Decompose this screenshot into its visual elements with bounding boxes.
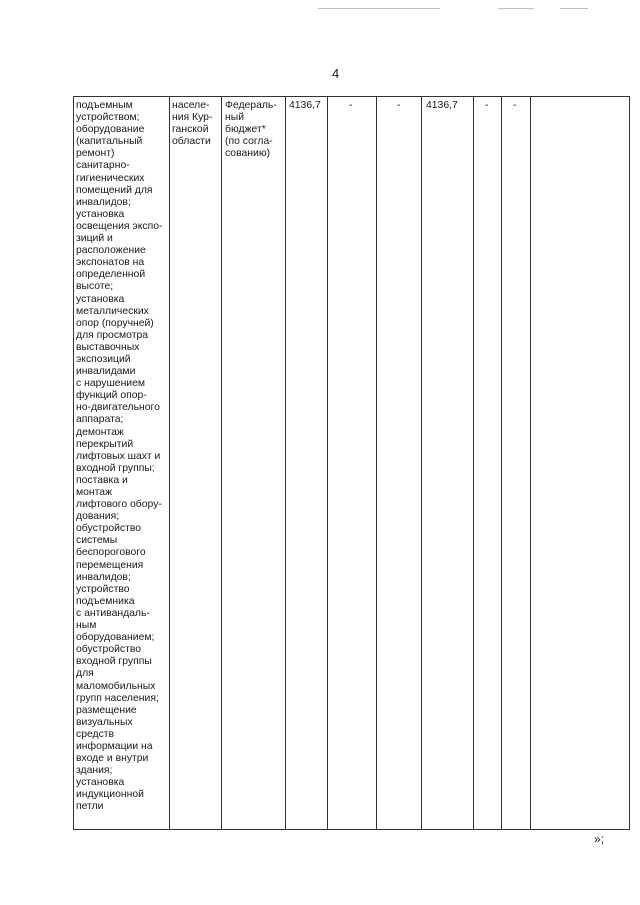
column-divider xyxy=(501,96,502,830)
table-bottom-border xyxy=(73,829,630,830)
cell-year-5: - xyxy=(513,100,517,111)
column-divider xyxy=(530,96,531,830)
closing-mark: »; xyxy=(594,832,605,846)
column-divider xyxy=(169,96,170,830)
cell-year-1: - xyxy=(349,100,353,111)
scan-artifact xyxy=(560,8,588,9)
column-divider xyxy=(221,96,222,830)
column-divider xyxy=(376,96,377,830)
cell-year-4: - xyxy=(485,100,489,111)
table-border-left xyxy=(73,96,74,830)
column-divider xyxy=(421,96,422,830)
page-number: 4 xyxy=(332,66,340,81)
cell-measures: подъемным устройством; оборудование (капитальный ремонт) санитарно- гигиенических помещений для инвалидов; установка освещения экспо- зиций и расположение экспонатов на определенной высоте; установка металлических опор (поручней) для просмотра выставочных экспозиций инвалидами с нарушением функций опор- но-двигательного аппарата; демонтаж перекрытий лифтовых шахт и входной группы; поставка и монтаж лифтового обору- дования; обустройство системы беспорогового перемещения инвалидов; устройство подъемника с антивандаль- ным оборудованием; обустройство входной группы для маломобильных групп населения; размещение визуальных средств информации на входе и внутри здания; установка индукционной петли xyxy=(76,100,163,813)
table-top-border xyxy=(73,96,630,97)
cell-year-2: - xyxy=(397,100,401,111)
cell-executor: населе- ния Кур- ганской области xyxy=(172,100,213,148)
cell-total: 4136,7 xyxy=(289,100,321,111)
column-divider xyxy=(327,96,328,830)
cell-year-3: 4136,7 xyxy=(426,100,458,111)
table-border-right xyxy=(629,96,630,830)
column-divider xyxy=(473,96,474,830)
cell-funding-source: Федераль- ный бюджет* (по согла- сованию) xyxy=(225,100,277,160)
scan-artifact xyxy=(318,8,440,9)
column-divider xyxy=(285,96,286,830)
scan-artifact xyxy=(498,8,534,9)
